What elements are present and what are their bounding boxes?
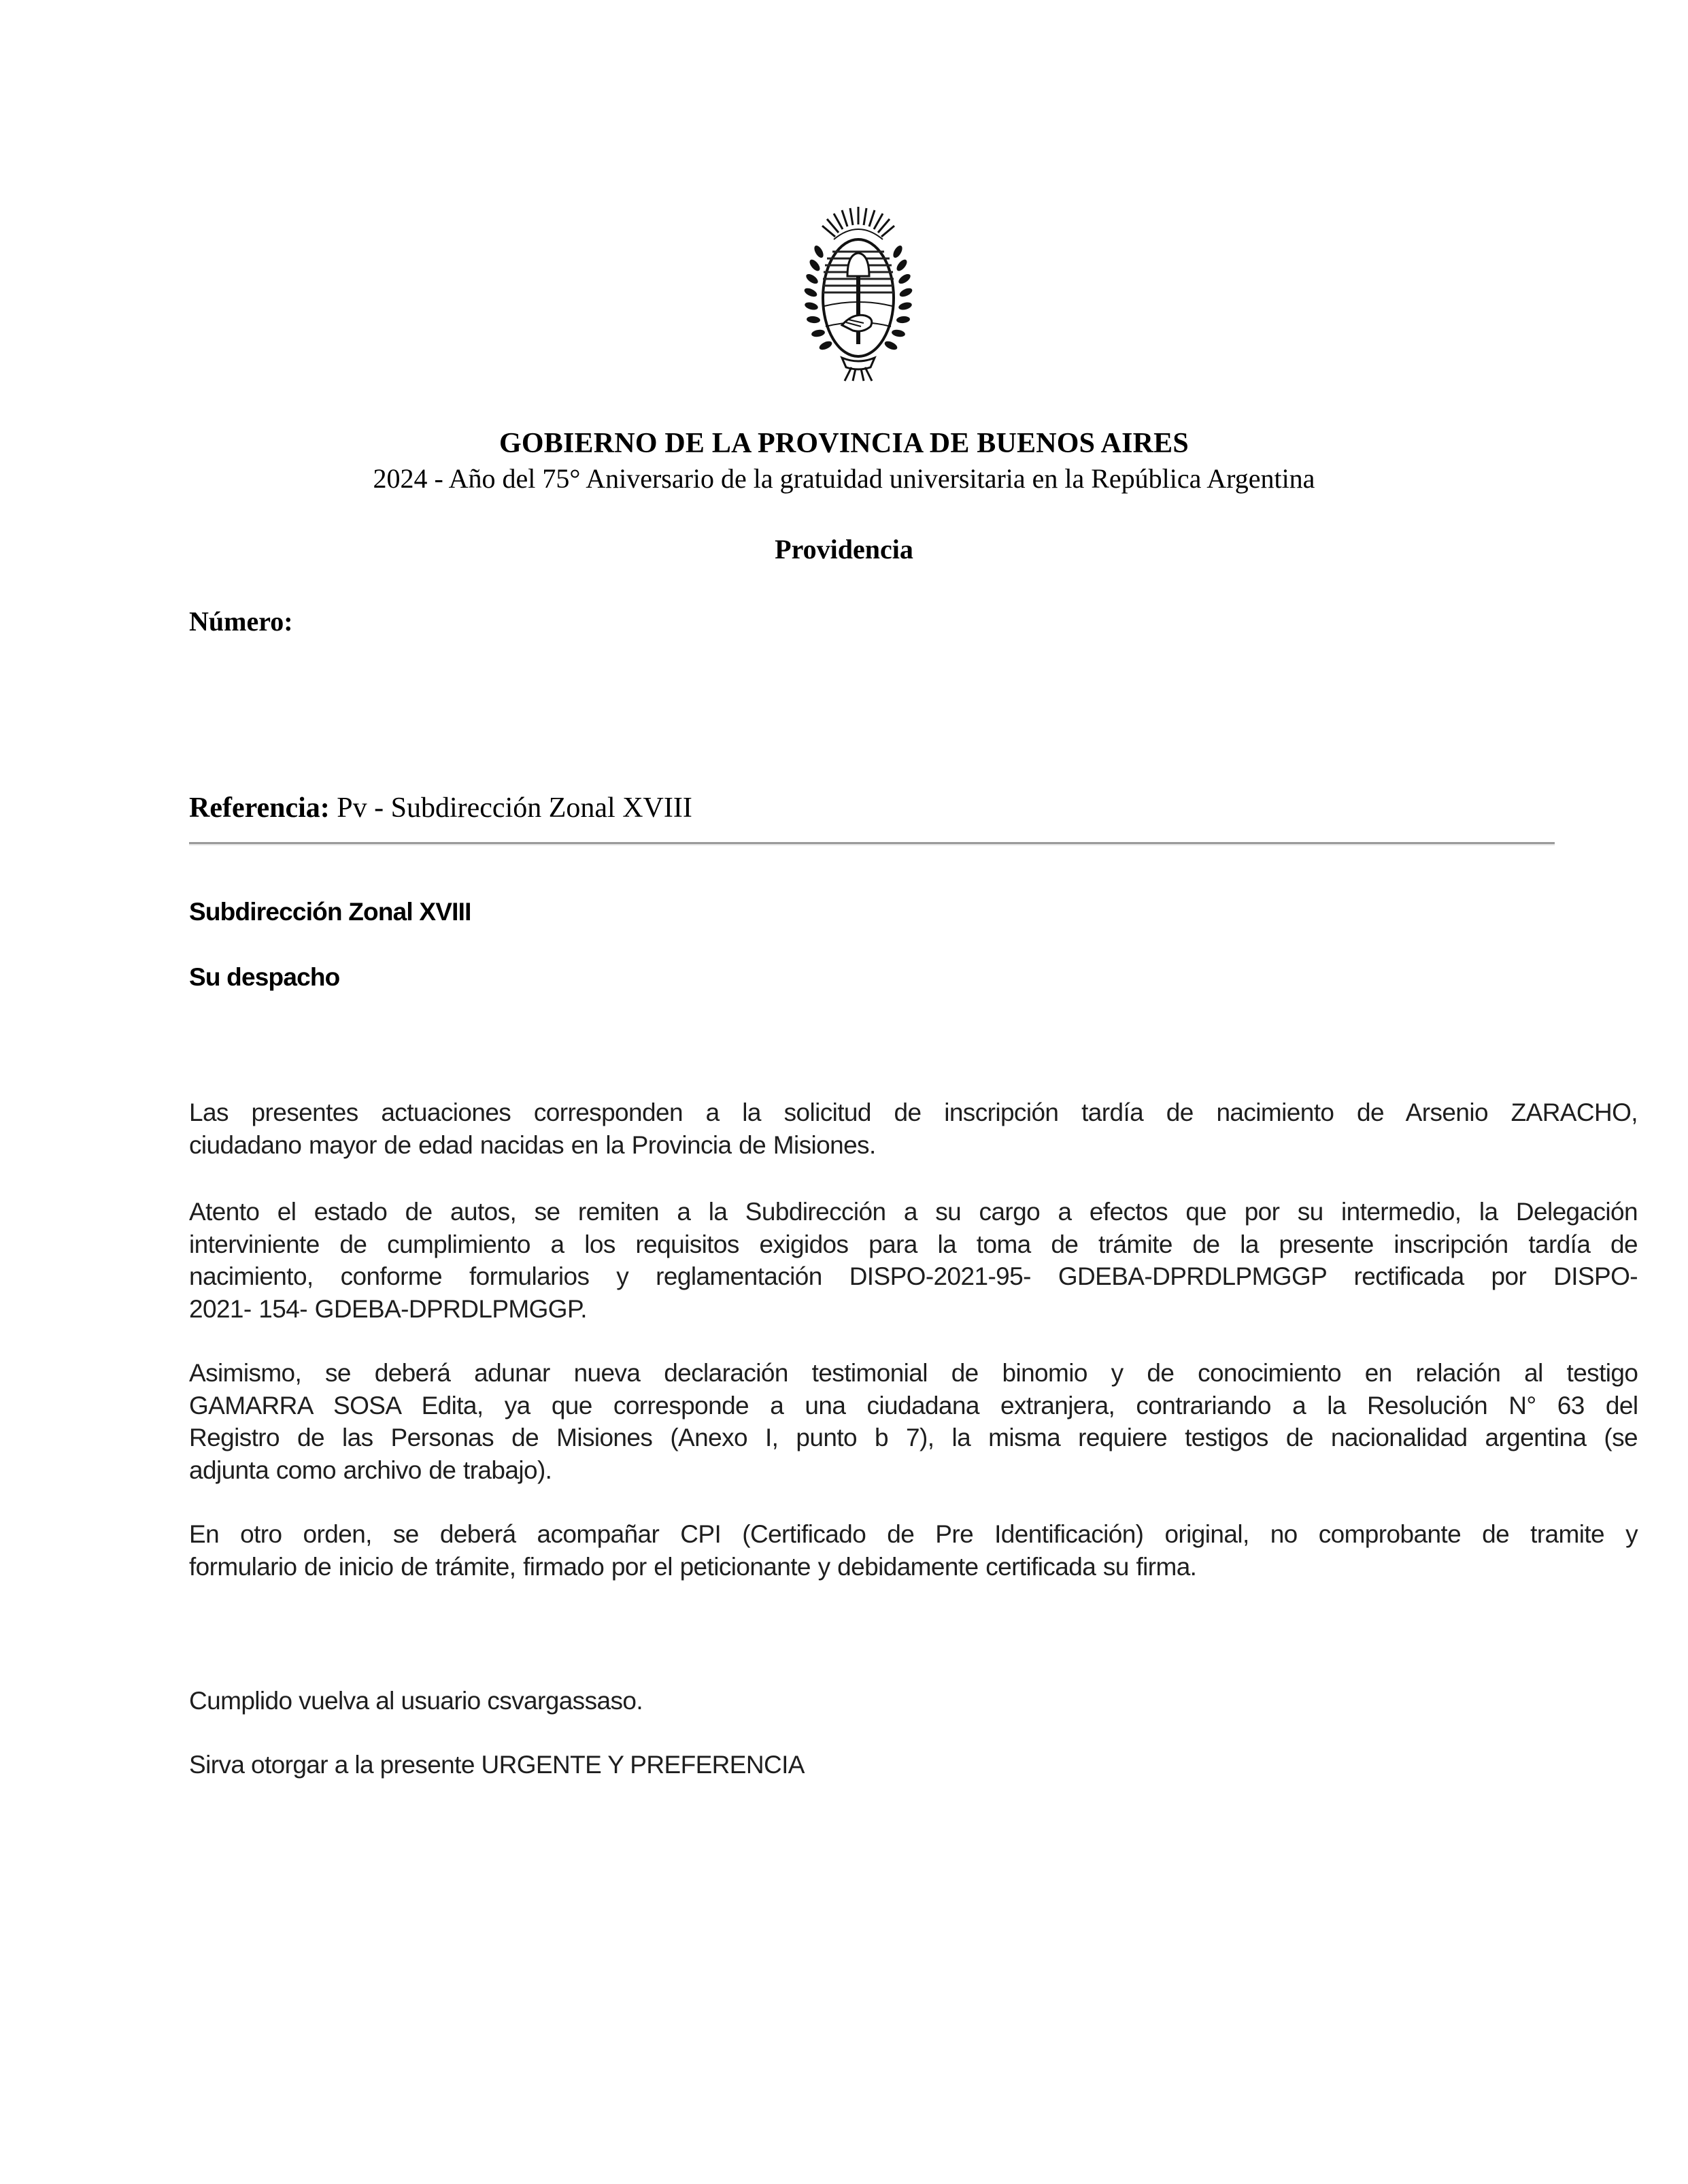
closing-return-note: Cumplido vuelva al usuario csvargassaso. bbox=[189, 1687, 643, 1715]
numero-field bbox=[189, 605, 293, 637]
header-divider bbox=[189, 842, 1555, 845]
paragraph-line: GAMARRA SOSA Edita, ya que corresponde a una ciudadana extranjera, contrariando a la Resolución N° 63 del bbox=[189, 1391, 1638, 1419]
paragraph-line: En otro orden, se deberá acompañar CPI (Certificado de Pre Identificación) original, no comprobante de tramite y bbox=[189, 1520, 1638, 1548]
paragraph-line: adjunta como archivo de trabajo). bbox=[189, 1456, 552, 1484]
body-paragraph-1 bbox=[189, 1096, 1638, 1161]
government-title: GOBIERNO DE LA PROVINCIA DE BUENOS AIRES bbox=[499, 428, 1189, 459]
addressee-salutation: Su despacho bbox=[189, 963, 340, 991]
referencia-label: Referencia: bbox=[189, 792, 330, 824]
paragraph-line: Asimismo, se deberá adunar nueva declaración testimonial de binomio y de conocimiento en relación al testigo bbox=[189, 1359, 1638, 1387]
paragraph-line: Las presentes actuaciones corresponden a la solicitud de inscripción tardía de nacimiento de Arsenio ZARACHO, bbox=[189, 1098, 1638, 1126]
body-paragraph-2 bbox=[189, 1196, 1638, 1325]
body-paragraph-4 bbox=[189, 1518, 1638, 1583]
numero-label: Número: bbox=[189, 606, 293, 637]
closing-priority-note: Sirva otorgar a la presente URGENTE Y PREFERENCIA bbox=[189, 1751, 805, 1779]
paragraph-line: formulario de inicio de trámite, firmado por el peticionante y debidamente certificada su firma. bbox=[189, 1552, 1197, 1581]
paragraph-line: 2021- 154- GDEBA-DPRDLPMGGP. bbox=[189, 1294, 587, 1323]
paragraph-line: ciudadano mayor de edad nacidas en la Provincia de Misiones. bbox=[189, 1130, 876, 1159]
paragraph-line: interviniente de cumplimiento a los requisitos exigidos para la toma de trámite de la presente inscripción tardía de bbox=[189, 1230, 1638, 1258]
year-motto: 2024 - Año del 75° Aniversario de la gratuidad universitaria en la República Argentina bbox=[373, 463, 1315, 494]
paragraph-line: Registro de las Personas de Misiones (Anexo I, punto b 7), la misma requiere testigos de nacionalidad argentina (se bbox=[189, 1424, 1638, 1451]
referencia-field bbox=[189, 792, 692, 824]
referencia-value: Pv - Subdirección Zonal XVIII bbox=[329, 792, 692, 824]
paragraph-line: Atento el estado de autos, se remiten a la Subdirección a su cargo a efectos que por su intermedio, la Delegación bbox=[189, 1198, 1638, 1226]
addressee-office: Subdirección Zonal XVIII bbox=[189, 898, 471, 926]
document-type-heading: Providencia bbox=[775, 534, 913, 565]
body-paragraph-3 bbox=[189, 1357, 1638, 1486]
coat-of-arms-icon bbox=[800, 204, 917, 382]
paragraph-line: nacimiento, conforme formularios y reglamentación DISPO-2021-95- GDEBA-DPRDLPMGGP rectificada por DISPO- bbox=[189, 1262, 1638, 1290]
